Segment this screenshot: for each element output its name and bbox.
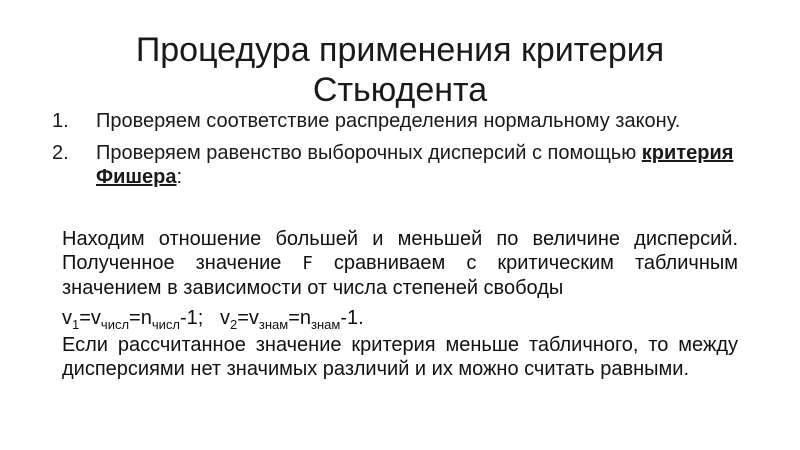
list-item-text bbox=[96, 141, 742, 189]
list-item bbox=[52, 141, 742, 189]
degrees-of-freedom-formula bbox=[62, 306, 738, 330]
formula-v1: v bbox=[62, 307, 72, 329]
list-item-number: 2. bbox=[52, 142, 69, 164]
body-text bbox=[62, 227, 738, 381]
formula-sub: знам bbox=[258, 317, 289, 332]
title-line-1: Процедура применения критерия bbox=[135, 31, 665, 69]
formula-sub: 2 bbox=[230, 317, 238, 332]
list-item-text-main: Проверяем равенство выборочных дисперсий с помощью bbox=[96, 142, 642, 164]
formula-v2: v bbox=[220, 307, 230, 329]
list-item-suffix: : bbox=[176, 166, 183, 188]
numbered-list bbox=[52, 109, 742, 197]
formula-text: -1; bbox=[179, 307, 204, 329]
f-variable: F bbox=[302, 253, 313, 274]
list-item-number: 1. bbox=[52, 110, 69, 132]
list-item bbox=[52, 109, 742, 133]
formula-text: =v bbox=[237, 307, 259, 329]
formula-text: =n bbox=[129, 307, 152, 329]
list-item-text: Проверяем соответствие распределения нормальному закону. bbox=[96, 110, 681, 132]
formula-text: -1. bbox=[340, 307, 364, 329]
formula-sub: знам bbox=[311, 317, 341, 332]
paragraph-ratio bbox=[62, 227, 738, 300]
title-line-2: Стьюдента bbox=[312, 71, 488, 109]
formula-text: =n bbox=[288, 307, 312, 329]
slide-title bbox=[60, 30, 740, 110]
formula-sub: числ bbox=[100, 317, 130, 332]
formula-sub: числ bbox=[151, 317, 180, 332]
fisher-criterion-link[interactable]: критерия Фишера bbox=[96, 142, 734, 188]
formula-sub: 1 bbox=[72, 317, 80, 332]
paragraph-ratio-prefix: Находим отношение большей и меньшей по величине дисперсий. Полученное значение bbox=[62, 228, 738, 274]
paragraph-ratio-suffix: сравниваем с критическим табличным значением в зависимости от числа степеней свободы bbox=[62, 252, 738, 299]
formula-text: =v bbox=[79, 307, 101, 329]
paragraph-conclusion: Если рассчитанное значение критерия меньше табличного, то между дисперсиями нет значимых различий и их можно считать равными. bbox=[62, 334, 738, 380]
